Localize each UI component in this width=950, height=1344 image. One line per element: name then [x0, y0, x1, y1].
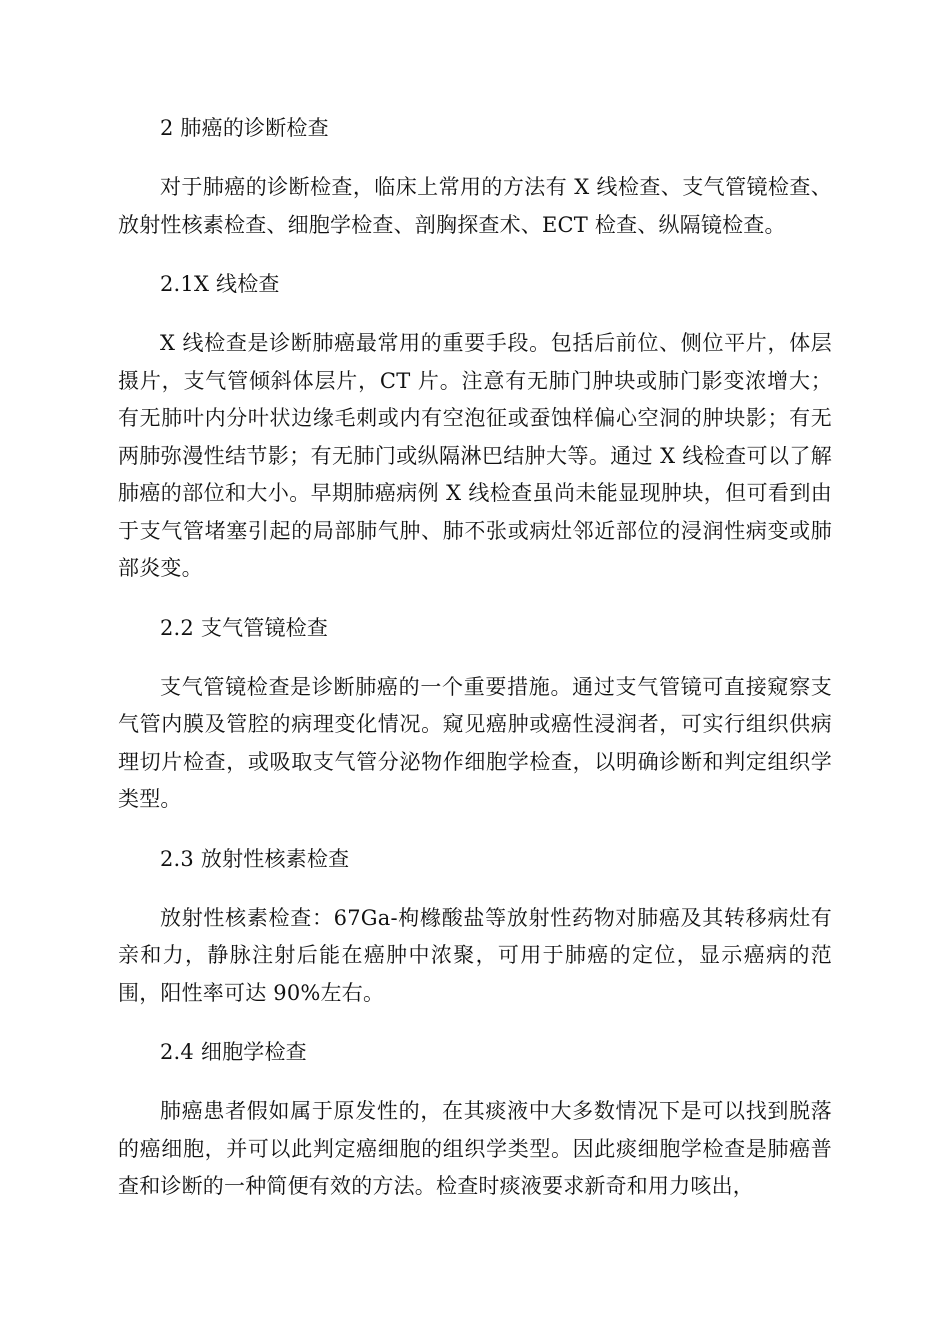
section-heading: 2.2 支气管镜检查	[160, 615, 329, 640]
section-radionuclide	[118, 841, 832, 1013]
section-cytology	[118, 1034, 832, 1206]
section-paragraph: 对于肺癌的诊断检查，临床上常用的方法有 X 线检查、支气管镜检查、放射性核素检查、细胞学检查、剖胸探查术、ECT 检查、纵隔镜检查。	[118, 175, 832, 237]
section-xray	[118, 266, 832, 588]
section-heading: 2.3 放射性核素检查	[160, 846, 350, 871]
section-paragraph: 支气管镜检查是诊断肺癌的一个重要措施。通过支气管镜可直接窥察支气管内膜及管腔的病理变化情况。窥见癌肿或癌性浸润者，可实行组织供病理切片检查，或吸取支气管分泌物作细胞学检查，以明确诊断和判定组织学类型。	[118, 674, 832, 811]
section-diagnosis	[118, 110, 832, 244]
section-heading: 2 肺癌的诊断检查	[160, 116, 329, 140]
section-heading: 2.4 细胞学检查	[160, 1040, 307, 1064]
section-paragraph: 放射性核素检查：67Ga-枸橼酸盐等放射性药物对肺癌及其转移病灶有亲和力，静脉注射后能在癌肿中浓聚，可用于肺癌的定位，显示癌病的范围，阳性率可达 90%左右。	[118, 905, 832, 1005]
section-paragraph: X 线检查是诊断肺癌最常用的重要手段。包括后前位、侧位平片，体层摄片，支气管倾斜体层片，CT 片。注意有无肺门肿块或肺门影变浓增大；有无肺叶内分叶状边缘毛刺或内有空泡征或蚕蚀样偏心空洞的肿块影；有无两肺弥漫性结节影；有无肺门或纵隔淋巴结肿大等。通过 X 线检查可以了解肺癌的部位和大小。早期肺癌病例 X 线检查虽尚未能显现肿块，但可看到由于支气管堵塞引起的局部肺气肿、肺不张或病灶邻近部位的浸润性病变或肺部炎变。	[118, 331, 832, 580]
section-heading: 2.1X 线检查	[160, 272, 280, 296]
document-body	[118, 110, 832, 1228]
section-bronchoscopy	[118, 610, 832, 819]
section-paragraph: 肺癌患者假如属于原发性的，在其痰液中大多数情况下是可以找到脱落的癌细胞，并可以此判定癌细胞的组织学类型。因此痰细胞学检查是肺癌普查和诊断的一种简便有效的方法。检查时痰液要求新奇和用力咳出，	[118, 1099, 832, 1198]
